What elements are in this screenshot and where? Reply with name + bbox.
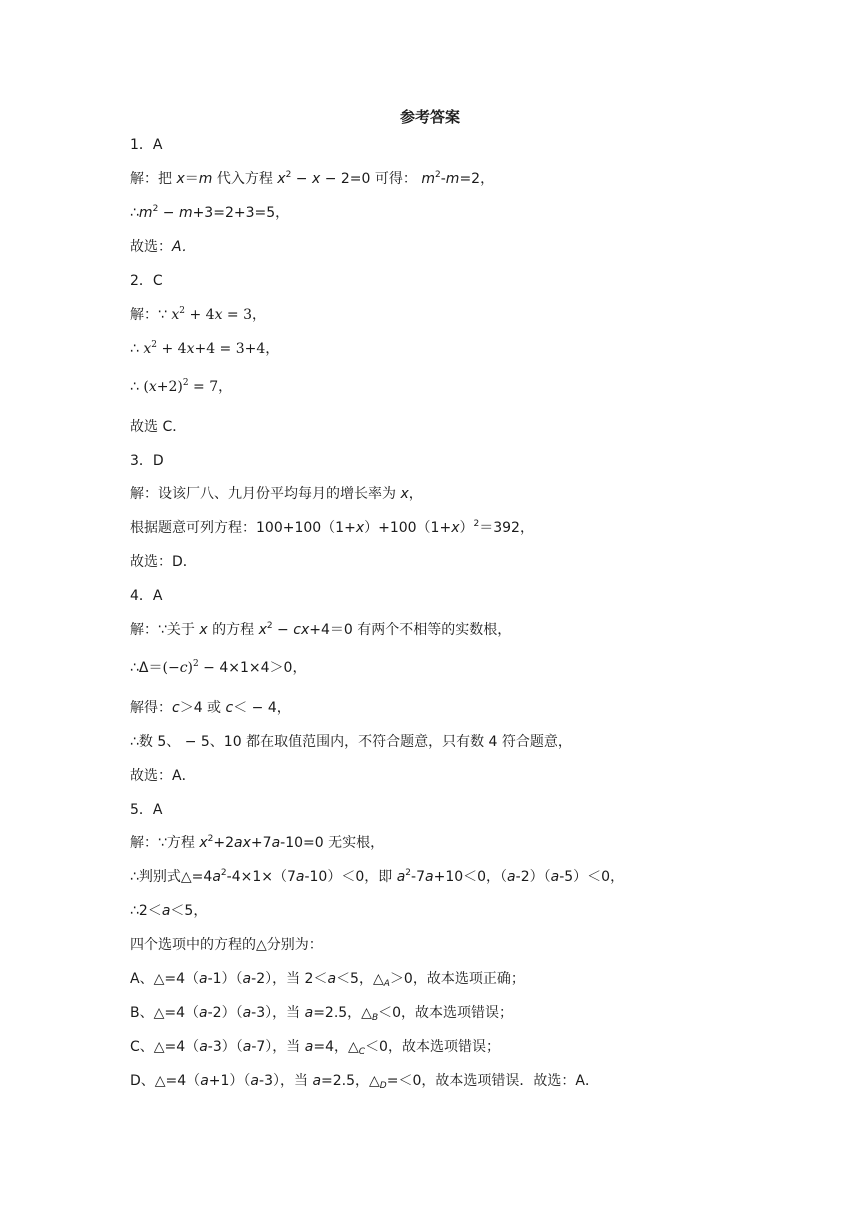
q4-heading: 4．A [130, 588, 163, 604]
q1-heading: 1．A [130, 137, 163, 153]
q5-heading: 5．A [130, 802, 163, 818]
q3-line-2: 根据题意可列方程：$100+100(1+x)+100(1+x)^2=392$， [130, 519, 534, 536]
q5-line-4: 四个选项中的方程的△分别为： [130, 937, 323, 953]
q2-line-2: ∴ $x^2 + 4x+4 = 3+4$， [130, 340, 280, 357]
q2-line-1: 解：∵ $x^2 + 4x = 3$， [130, 306, 267, 323]
q4-line-2: $\therefore\Delta=(-c)^2 - 4\times 1\times 4>0$， [130, 659, 307, 676]
q4-line-1: 解：∵关于 x 的方程 $x^2 - cx+4=0$ 有两个不相等的实数根， [130, 621, 512, 638]
q2-heading: 2．C [130, 273, 163, 289]
q2-line-3: ∴ $(x+2)^2 = 7$， [130, 378, 233, 395]
q4-line-3: 解得：c＞4 或 c＜ − 4， [130, 700, 291, 716]
q5-line-1: 解：∵方程 $x^2+2ax+7a-10=0$ 无实根， [130, 834, 385, 851]
q1-line-3: 故选：A． [130, 239, 196, 255]
q5-line-3: ∴2＜a＜5， [130, 903, 208, 919]
q3-line-3: 故选：D． [130, 554, 197, 570]
q5-option-d: D、△=4（a+1）（a-3），当 a=2.5，$\triangle_D=<0$，故本选项错误．故选：A． [130, 1073, 599, 1091]
q3-heading: 3．D [130, 453, 164, 469]
q1-line-1: 解：把 x＝m 代入方程 $x^2 - x - 2=0$ 可得： $m^2-m=2$， [130, 170, 495, 187]
q5-line-2: ∴判别式$\triangle=4a^2-4\times 1\times(7a-10)<0$，即 $a^2-7a+10<0$，（a-2）（a-5）＜0， [130, 868, 625, 885]
q5-option-c: C、△=4（a-3）（a-7），当 a=4，$\triangle_C<0$，故本选项错误； [130, 1039, 500, 1057]
q5-option-b: B、△=4（a-2）（a-3），当 a=2.5，$\triangle_B<0$，故本选项错误； [130, 1005, 514, 1023]
q3-line-1: 解：设该厂八、九月份平均每月的增长率为 x， [130, 486, 423, 502]
q4-line-5: 故选：A． [130, 768, 196, 784]
q2-line-4: 故选 C． [130, 419, 187, 435]
q5-option-a: A、△=4（a-1）（a-2），当 2＜a＜5，$\triangle_A>0$，故本选项正确； [130, 971, 525, 989]
q4-line-4: ∴数 5、 − 5、10 都在取值范围内，不符合题意，只有数 4 符合题意， [130, 734, 572, 750]
page-title: 参考答案 [399, 108, 460, 126]
q1-line-2: $\therefore m^2 - m+3=2+3=5$， [130, 204, 290, 221]
